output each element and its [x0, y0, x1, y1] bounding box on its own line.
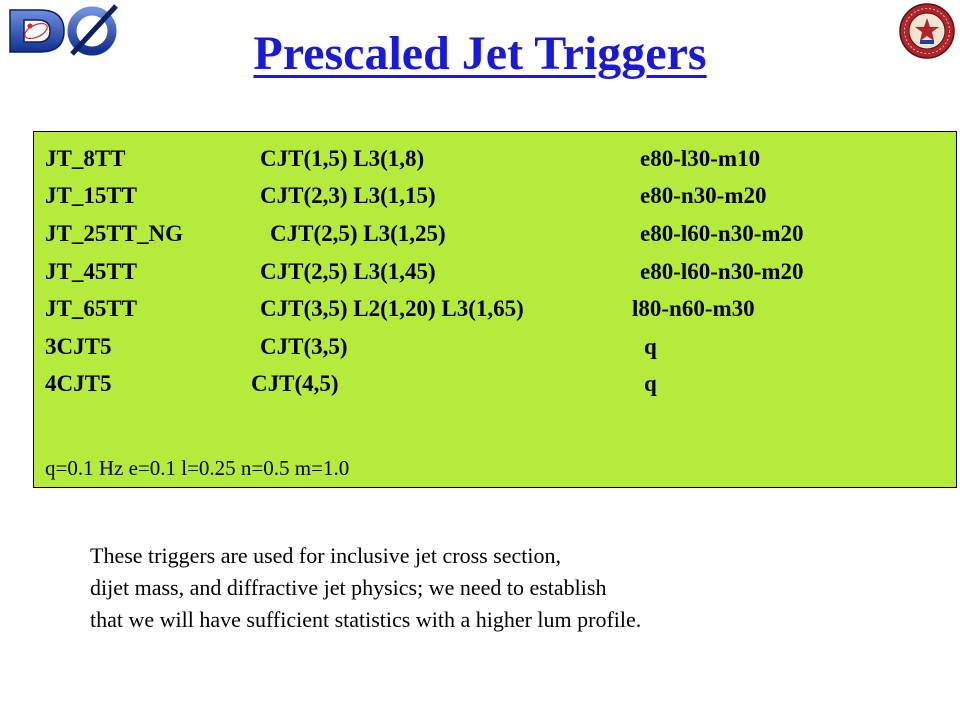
trigger-name: 4CJT5	[45, 371, 112, 396]
trigger-name: JT_45TT	[45, 259, 138, 284]
trigger-name: 3CJT5	[45, 334, 112, 359]
trigger-condition: CJT(3,5) L2(1,20) L3(1,65)	[260, 296, 524, 321]
trigger-condition: CJT(2,3) L3(1,15)	[260, 183, 436, 208]
trigger-table	[33, 131, 957, 488]
trigger-name: JT_15TT	[45, 183, 138, 208]
trigger-condition: CJT(2,5) L3(1,45)	[260, 259, 436, 284]
description-paragraph	[90, 540, 641, 636]
description-line: dijet mass, and diffractive jet physics; we need to establish	[90, 575, 607, 600]
trigger-prescale: e80-n30-m20	[640, 183, 767, 208]
prescale-legend-note: q=0.1 Hz e=0.1 l=0.25 n=0.5 m=1.0	[45, 456, 350, 480]
trigger-prescale: e80-l60-n30-m20	[640, 221, 804, 246]
trigger-name: JT_25TT_NG	[45, 221, 184, 246]
trigger-prescale: e80-l30-m10	[640, 146, 761, 171]
trigger-condition: CJT(1,5) L3(1,8)	[260, 146, 425, 171]
trigger-prescale: q	[644, 371, 657, 396]
trigger-condition: CJT(2,5) L3(1,25)	[270, 221, 446, 246]
description-line: that we will have sufficient statistics with a higher lum profile.	[90, 607, 642, 632]
trigger-prescale: l80-n60-m30	[632, 296, 755, 321]
description-line: These triggers are used for inclusive jet cross section,	[90, 543, 562, 568]
trigger-prescale: q	[644, 334, 657, 359]
page-title	[0, 26, 960, 81]
trigger-name: JT_8TT	[45, 146, 126, 171]
trigger-condition: CJT(4,5)	[251, 371, 339, 396]
trigger-condition: CJT(3,5)	[260, 334, 348, 359]
page-title-text: Prescaled Jet Triggers	[253, 27, 707, 80]
trigger-name: JT_65TT	[45, 296, 138, 321]
trigger-prescale: e80-l60-n30-m20	[640, 259, 804, 284]
